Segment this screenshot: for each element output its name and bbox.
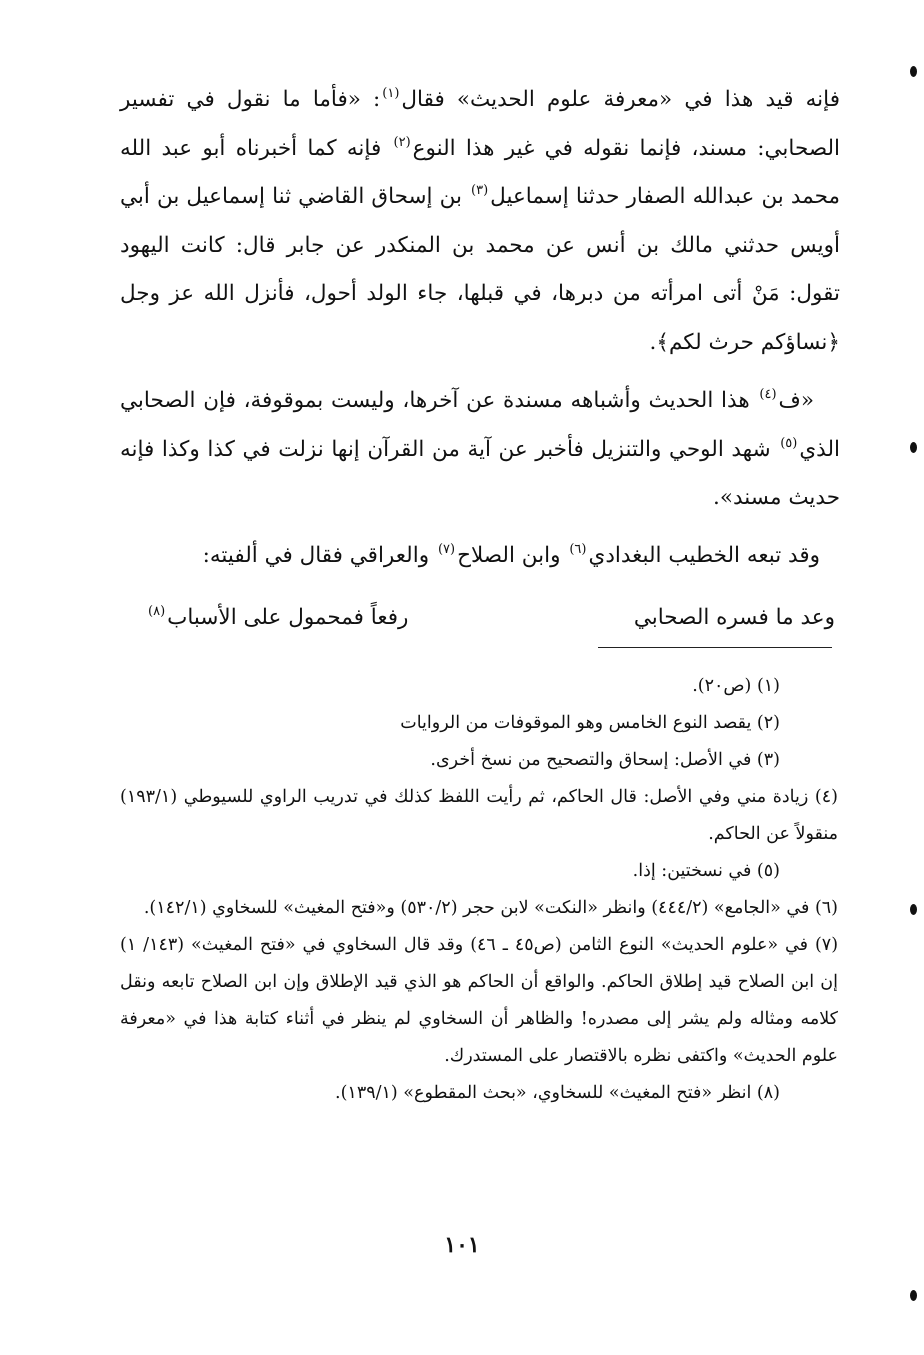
paragraph1-part1: فإنه قيد هذا في «معرفة علوم الحديث» فقال	[401, 87, 840, 112]
footnote-ref-5[interactable]: (٥)	[780, 435, 798, 451]
footnote-3: (٣) في الأصل: إسحاق والتصحيح من نسخ أخرى.	[430, 750, 780, 770]
footnote-1: (١) (ص٢٠).	[692, 676, 780, 696]
footnote-ref-7[interactable]: (٧)	[437, 542, 456, 557]
verse-hemistich-second	[146, 594, 408, 642]
paragraph3-part1: وقد تبعه الخطيب البغدادي	[588, 543, 820, 568]
page-number: ١٠١	[444, 1232, 480, 1258]
footnote-separator	[598, 647, 832, 648]
paragraph3-part3: والعراقي فقال في ألفيته:	[202, 543, 430, 568]
footnote-ref-8[interactable]: (٨)	[148, 604, 166, 619]
footnote-6: (٦) في «الجامع» (٤٤٤/٢) وانظر «النكت» لابن حجر (٥٣٠/٢) و«فتح المغيث» للسخاوي (١٤٢/١).	[143, 898, 838, 918]
footnote-ref-3[interactable]: (٣)	[471, 183, 489, 198]
footnote-7: (٧) في «علوم الحديث» النوع الثامن (ص٤٥ ـ ٤٦) وقد قال السخاوي في «فتح المغيث» (١٤٣/ ١) إن ابن الصلاح قيد إطلاق الحاكم. والواقع أن الحاكم هو الذي قيد الإطلاق وإن ابن الصلاح تابعه ونقل كلامه ومثاله ولم يشر إلى مصدره! والظاهر أن السخاوي لم ينظر في أثناء كتابة هذا في «معرفة علوم الحديث» واكتفى نظره بالاقتصار على المستدرك.	[120, 935, 839, 1066]
scan-mark-dot	[910, 66, 917, 77]
footnotes	[120, 668, 838, 1112]
paragraph1-part2: : «فأما ما نقول في تفسير الصحابي: مسند، فإنما نقوله في غير هذا النوع	[120, 87, 840, 161]
scan-mark-dot	[910, 1290, 917, 1301]
scan-mark-dot	[910, 904, 917, 915]
paragraph1-part4: بن إسحاق القاضي ثنا إسماعيل بن أبي أويس حدثني مالك بن أنس عن محمد بن المنكدر عن جابر قال: كانت اليهود تقول: مَنْ أتى امرأته من دبرها، في قبلها، جاء الولد أحول، فأنزل الله عز وجل ﴿نساؤكم حرث لكم﴾.	[120, 184, 840, 355]
paragraph3-part2: وابن الصلاح	[457, 543, 561, 568]
poem-verse	[120, 594, 835, 644]
footnote-ref-1[interactable]: (١)	[382, 86, 400, 101]
verse-hemistich-first: وعد ما فسره الصحابي	[633, 605, 835, 630]
paragraph2-part3: شهد الوحي والتنزيل فأخبر عن آية من القرآن إنها نزلت في كذا وكذا فإنه حديث مسند».	[120, 436, 840, 510]
paragraph-hakim-quote	[120, 76, 840, 367]
footnote-2: (٢) يقصد النوع الخامس وهو الموقوفات من الروايات	[400, 713, 780, 733]
footnote-5: (٥) في نسختين: إذا.	[632, 861, 780, 881]
footnote-8: (٨) انظر «فتح المغيث» للسخاوي، «بحث المقطوع» (١٣٩/١).	[335, 1083, 780, 1103]
footnote-4: (٤) زيادة مني وفي الأصل: قال الحاكم، ثم رأيت اللفظ كذلك في تدريب الراوي للسيوطي (١٩٣/١) منقولاً عن الحاكم.	[120, 787, 838, 844]
footnote-ref-4[interactable]: (٤)	[759, 387, 777, 402]
footnote-ref-6[interactable]: (٦)	[569, 542, 587, 557]
paragraph1-part3: فإنه كما أخبرناه أبو عبد الله محمد بن عبدالله الصفار حدثنا إسماعيل	[120, 135, 840, 209]
paragraph2-part2: هذا الحديث وأشباهه مسندة عن آخرها، وليست بموقوفة، فإن الصحابي الذي	[120, 388, 840, 462]
paragraph-hadith-musnad	[120, 377, 840, 523]
verse-hemistich-second-text: رفعاً فمحمول على الأسباب	[167, 605, 409, 630]
paragraph2-part1: «ف	[778, 388, 814, 413]
scan-mark-dot	[910, 442, 917, 453]
footnote-ref-2[interactable]: (٢)	[393, 134, 411, 150]
paragraph-followers	[120, 532, 820, 581]
